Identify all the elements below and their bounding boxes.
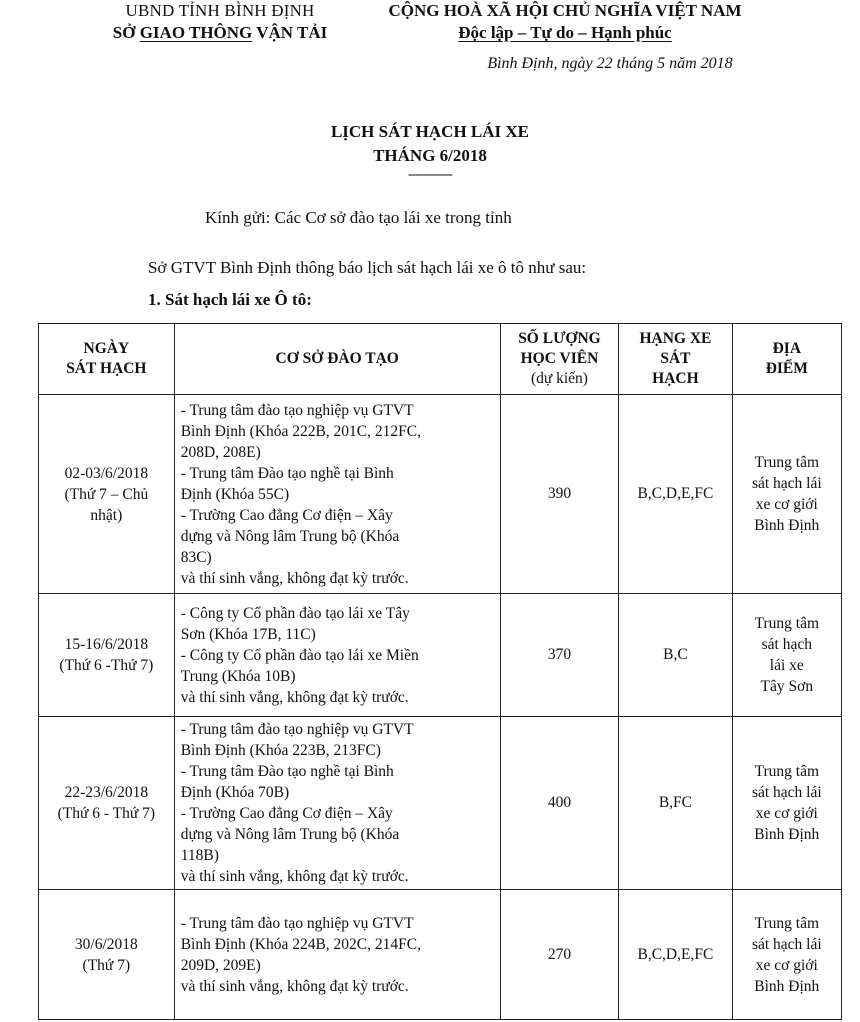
header-location: [732, 324, 841, 395]
loc-line: Trung tâm: [754, 914, 820, 932]
date-text: 30/6/2018: [74, 935, 138, 953]
header-qty-3: (dự kiến): [530, 370, 588, 387]
base-line: 208D, 208E): [180, 443, 261, 461]
cell-license-class: B,FC: [619, 717, 732, 890]
base-line: và thí sinh vắng, không đạt kỳ trước.: [180, 569, 409, 587]
date-text: 22-23/6/2018: [64, 784, 149, 801]
cell-quantity: 390: [500, 395, 618, 594]
loc-line: Trung tâm: [754, 615, 820, 632]
base-line: dựng và Nông lâm Trung bộ (Khóa: [180, 527, 400, 545]
header-date: [39, 324, 175, 395]
base-line: - Trường Cao đẳng Cơ điện – Xây: [180, 506, 393, 524]
date-text: 15-16/6/2018: [64, 636, 149, 653]
loc-line: Trung tâm: [754, 454, 820, 471]
issuer-province: UBND TỈNH BÌNH ĐỊNH: [125, 1, 315, 20]
header-qty-2: HỌC VIÊN: [520, 350, 599, 367]
title-line-2: THÁNG 6/2018: [373, 146, 487, 165]
table-row: [39, 395, 842, 594]
issuer-block: [70, 0, 370, 44]
cell-training-bases: [174, 594, 500, 717]
dept-prefix: SỞ: [112, 23, 140, 42]
cell-training-bases: [174, 395, 500, 594]
base-line: 83C): [180, 548, 212, 566]
section-heading: 1. Sát hạch lái xe Ô tô:: [148, 290, 312, 309]
loc-line: xe cơ giới: [755, 956, 818, 974]
date-weekday-cont: nhật): [90, 506, 123, 524]
document-date: Bình Định, ngày 22 tháng 5 năm 2018: [487, 55, 733, 72]
loc-line: xe cơ giới: [755, 805, 818, 822]
loc-line: Bình Định: [754, 517, 820, 534]
header-loc-1: ĐỊA: [772, 340, 802, 357]
nation-name: CỘNG HOÀ XÃ HỘI CHỦ NGHĨA VIỆT NAM: [388, 1, 742, 20]
cell-quantity: 270: [500, 890, 618, 1020]
base-line: - Trường Cao đẳng Cơ điện – Xây: [180, 805, 393, 822]
cell-location: [732, 594, 841, 717]
table-row: [39, 594, 842, 717]
cell-date: [39, 890, 175, 1020]
header-class-2: SÁT: [660, 350, 691, 367]
header-qty-1: SỐ LƯỢNG: [518, 330, 601, 347]
date-weekday: (Thứ 7 – Chủ: [64, 485, 149, 503]
base-line: - Công ty Cổ phần đào tạo lái xe Miền: [180, 646, 419, 664]
title-divider: ------------: [408, 167, 452, 182]
cell-date: [39, 594, 175, 717]
header-class-3: HẠCH: [652, 370, 699, 387]
loc-line: Tây Sơn: [760, 678, 814, 695]
base-line: Trung (Khóa 10B): [180, 667, 296, 685]
base-line: và thí sinh vắng, không đạt kỳ trước.: [180, 868, 409, 885]
dept-suffix: VẬN TẢI: [252, 23, 328, 42]
loc-line: sát hạch lái: [751, 475, 822, 492]
date-weekday: (Thứ 7): [82, 956, 131, 974]
loc-line: sát hạch lái: [751, 784, 822, 801]
intro-text: Sở GTVT Bình Định thông báo lịch sát hạch lái xe ô tô như sau:: [148, 258, 587, 277]
nation-block: [345, 0, 785, 44]
title-line-1: LỊCH SÁT HẠCH LÁI XE: [330, 122, 530, 141]
national-motto: [345, 22, 785, 44]
loc-line: xe cơ giới: [755, 496, 818, 513]
table-row: [39, 717, 842, 890]
header-base: CƠ SỞ ĐÀO TẠO: [174, 324, 500, 395]
cell-training-bases: [174, 890, 500, 1020]
date-weekday: (Thứ 6 -Thứ 7): [59, 657, 154, 674]
base-line: Bình Định (Khóa 224B, 202C, 214FC,: [180, 935, 421, 953]
cell-location: [732, 890, 841, 1020]
cell-license-class: B,C: [619, 594, 732, 717]
header-class: [619, 324, 732, 395]
base-line: - Công ty Cổ phần đào tạo lái xe Tây: [180, 604, 410, 622]
header-date-2: SÁT HẠCH: [66, 360, 147, 377]
loc-line: sát hạch lái: [751, 935, 822, 953]
header-class-1: HẠNG XE: [639, 330, 712, 347]
base-line: dựng và Nông lâm Trung bộ (Khóa: [180, 826, 400, 843]
cell-location: [732, 717, 841, 890]
base-line: và thí sinh vắng, không đạt kỳ trước.: [180, 688, 409, 706]
base-line: 209D, 209E): [180, 956, 261, 974]
cell-date: [39, 395, 175, 594]
base-line: - Trung tâm đào tạo nghiệp vụ GTVT: [180, 401, 414, 419]
dept-underlined: GIAO THÔNG: [139, 23, 253, 42]
table-row: [39, 890, 842, 1020]
header-loc-2: ĐIỂM: [765, 360, 808, 377]
loc-line: Bình Định: [754, 826, 820, 843]
date-text: 02-03/6/2018: [64, 464, 149, 482]
loc-line: Bình Định: [754, 977, 820, 995]
cell-quantity: 370: [500, 594, 618, 717]
base-line: - Trung tâm Đào tạo nghề tại Bình: [180, 464, 394, 482]
date-weekday: (Thứ 6 - Thứ 7): [57, 805, 156, 822]
cell-quantity: 400: [500, 717, 618, 890]
table-header-row: [39, 324, 842, 395]
cell-license-class: B,C,D,E,FC: [619, 890, 732, 1020]
base-line: 118B): [180, 847, 219, 864]
issuer-department: [70, 22, 370, 44]
base-line: Định (Khóa 55C): [180, 485, 290, 503]
header-qty: [500, 324, 618, 395]
greeting: Kính gửi: Các Cơ sở đào tạo lái xe trong tỉnh: [205, 208, 512, 227]
document-title: [0, 120, 860, 168]
cell-license-class: B,C,D,E,FC: [619, 395, 732, 594]
loc-line: sát hạch: [761, 636, 812, 653]
loc-line: lái xe: [769, 657, 804, 674]
base-line: - Trung tâm đào tạo nghiệp vụ GTVT: [180, 721, 414, 738]
schedule-table: [38, 323, 842, 1020]
base-line: Sơn (Khóa 17B, 11C): [180, 625, 316, 643]
cell-training-bases: [174, 717, 500, 890]
base-line: - Trung tâm đào tạo nghiệp vụ GTVT: [180, 914, 414, 932]
base-line: Bình Định (Khóa 222B, 201C, 212FC,: [180, 422, 421, 440]
header-date-1: NGÀY: [83, 340, 130, 357]
cell-date: [39, 717, 175, 890]
loc-line: Trung tâm: [754, 763, 820, 780]
base-line: - Trung tâm Đào tạo nghề tại Bình: [180, 763, 394, 780]
base-line: Định (Khóa 70B): [180, 784, 290, 801]
cell-location: [732, 395, 841, 594]
motto-text: Độc lập – Tự do – Hạnh phúc: [458, 23, 672, 42]
base-line: và thí sinh vắng, không đạt kỳ trước.: [180, 977, 409, 995]
base-line: Bình Định (Khóa 223B, 213FC): [180, 742, 381, 759]
